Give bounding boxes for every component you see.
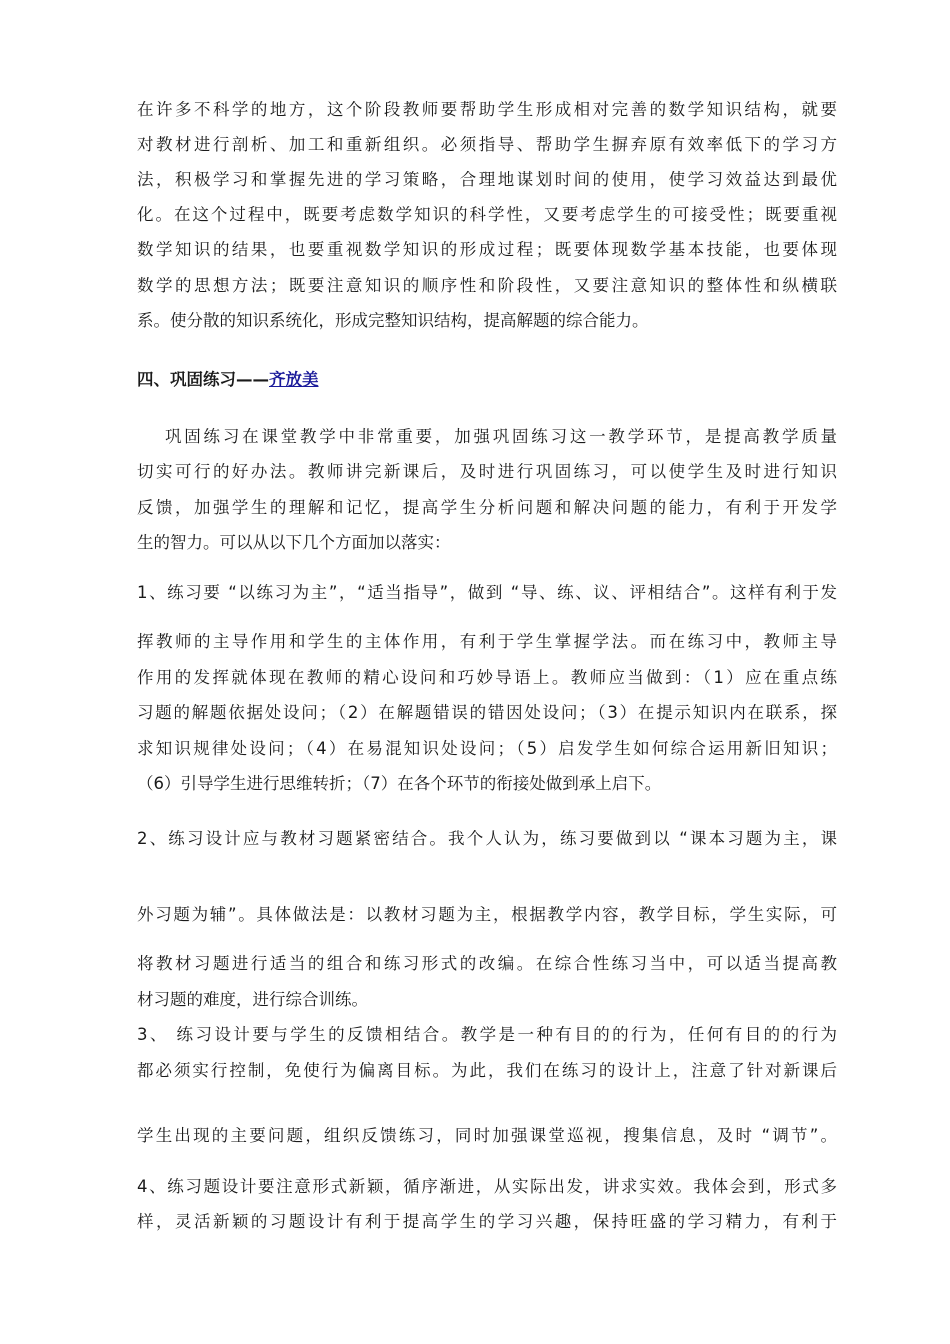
text-line: 习题的解题依据处设问；（2）在解题错误的错因处设问；（3）在提示知识内在联系，探	[137, 703, 837, 722]
text-line: 数学的思想方法；既要注意知识的顺序性和阶段性，又要注意知识的整体性和纵横联	[137, 276, 837, 295]
text-line: 求知识规律处设问；（4）在易混知识处设问；（5）启发学生如何综合运用新旧知识；	[137, 739, 837, 758]
text-line: 化。在这个过程中，既要考虑数学知识的科学性，又要考虑学生的可接受性；既要重视	[137, 205, 837, 224]
heading-text: 四、巩固练习——	[137, 370, 269, 389]
text-line: 挥教师的主导作用和学生的主体作用，有利于学生掌握学法。而在练习中，教师主导	[137, 632, 837, 651]
text-line: 样，灵活新颖的习题设计有利于提高学生的学习兴趣，保持旺盛的学习精力，有利于	[137, 1212, 837, 1231]
text-line: 将教材习题进行适当的组合和练习形式的改编。在综合性练习当中，可以适当提高教	[137, 954, 837, 973]
text-line: （6）引导学生进行思维转折；（7）在各个环节的衔接处做到承上启下。	[137, 774, 662, 793]
text-line: 都必须实行控制，免使行为偏离目标。为此，我们在练习的设计上，注意了针对新课后	[137, 1061, 837, 1080]
text-line: 1、练习要 “以练习为主”，“适当指导”，做到 “导、练、议、评相结合”。这样有利于发	[137, 583, 837, 602]
text-line: 系。使分散的知识系统化，形成完整知识结构，提高解题的综合能力。	[137, 311, 649, 330]
text-line: 在许多不科学的地方，这个阶段教师要帮助学生形成相对完善的数学知识结构，就要	[137, 100, 837, 119]
text-line: 巩固练习在课堂教学中非常重要，加强巩固练习这一教学环节，是提高教学质量	[165, 427, 837, 446]
section-heading	[137, 368, 837, 392]
text-line: 数学知识的结果，也要重视数学知识的形成过程；既要体现数学基本技能，也要体现	[137, 240, 837, 259]
text-line: 外习题为辅”。具体做法是：以教材习题为主，根据教学内容，教学目标，学生实际，可	[137, 905, 837, 924]
text-line: 材习题的难度，进行综合训练。	[137, 990, 368, 1009]
text-line: 对教材进行剖析、加工和重新组织。必须指导、帮助学生摒弃原有效率低下的学习方	[137, 135, 837, 154]
heading-link[interactable]: 齐放美	[269, 370, 319, 389]
text-line: 法，积极学习和掌握先进的学习策略，合理地谋划时间的使用，使学习效益达到最优	[137, 170, 837, 189]
text-line: 作用的发挥就体现在教师的精心设问和巧妙导语上。教师应当做到：（1）应在重点练	[137, 668, 837, 687]
text-line: 反馈，加强学生的理解和记忆，提高学生分析问题和解决问题的能力，有利于开发学	[137, 498, 837, 517]
text-line: 切实可行的好办法。教师讲完新课后，及时进行巩固练习，可以使学生及时进行知识	[137, 462, 837, 481]
text-line: 4、练习题设计要注意形式新颖，循序渐进，从实际出发，讲求实效。我体会到，形式多	[137, 1177, 837, 1196]
text-line: 生的智力。可以从以下几个方面加以落实：	[137, 533, 451, 552]
text-line: 3、 练习设计要与学生的反馈相结合。教学是一种有目的的行为，任何有目的的行为	[137, 1025, 837, 1044]
text-line: 2、练习设计应与教材习题紧密结合。我个人认为，练习要做到以 “课本习题为主，课	[137, 829, 837, 848]
text-line: 学生出现的主要问题，组织反馈练习，同时加强课堂巡视，搜集信息，及时 “调节”。	[137, 1126, 837, 1145]
